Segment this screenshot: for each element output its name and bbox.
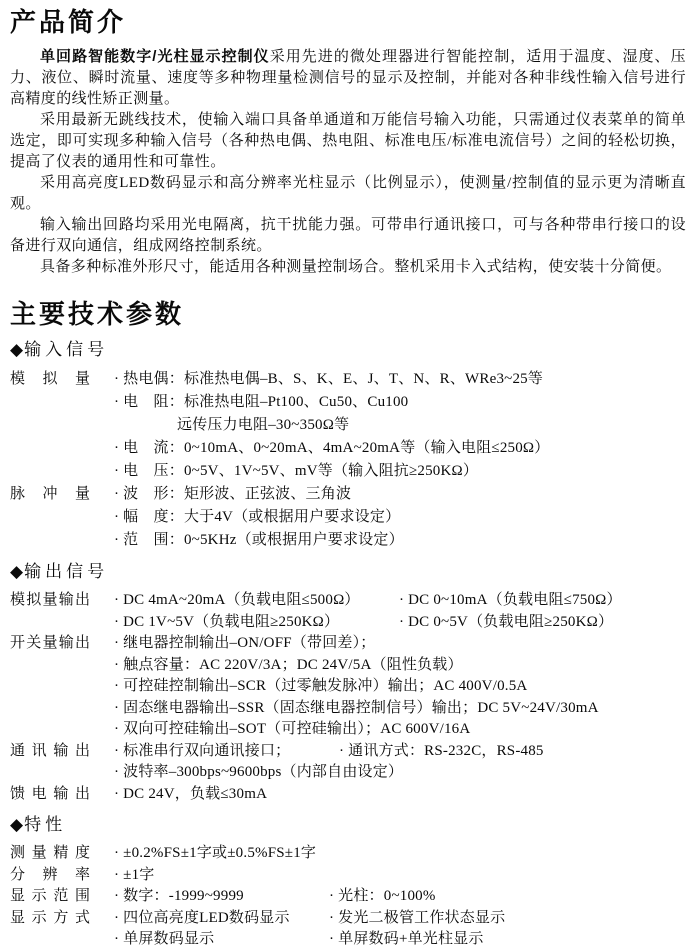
spec-row-rtd bbox=[10, 391, 686, 414]
spec-cell: · 波 形：矩形波、正弦波、三角波 bbox=[114, 486, 352, 502]
spec-cell: · 电 阻：标准热电阻–Pt100、Cu50、Cu100 bbox=[114, 394, 409, 410]
spec-cell: · 光柱：0~100% bbox=[329, 888, 436, 904]
spec-row-sot-out bbox=[10, 719, 686, 741]
spec-cell: · 可控硅控制输出–SCR（过零触发脉冲）输出；AC 400V/0.5A bbox=[114, 678, 528, 694]
spec-row-accuracy bbox=[10, 843, 686, 865]
spec-label-analog-output: 模拟量输出 bbox=[10, 592, 90, 608]
spec-row-contact-capacity bbox=[10, 655, 686, 677]
spec-cell: · 幅 度：大于4V（或根据用户要求设定） bbox=[114, 509, 401, 525]
diamond-icon: ◆ bbox=[10, 340, 24, 359]
spec-row-range bbox=[10, 529, 686, 552]
product-name-bold: 单回路智能数字/光柱显示控制仪 bbox=[40, 48, 270, 65]
spec-row-analog-out-2 bbox=[10, 612, 686, 634]
spec-cell: · 单屏数码+单光柱显示 bbox=[329, 931, 484, 947]
paragraph-overview-text: 采用先进的微处理器进行智能控制，适用于温度、湿度、压力、液位、瞬时流量、速度等多种物理量检测信号的显示及控制，并能对各种非线性输入信号进行高精度的线性矫正测量。 bbox=[10, 49, 686, 107]
group-characteristics-heading bbox=[10, 814, 686, 836]
spec-row-analog-out-1 bbox=[10, 590, 686, 612]
spec-row-resolution bbox=[10, 865, 686, 887]
spec-cell: · 范 围：0~5KHz（或根据用户要求设定） bbox=[114, 532, 404, 548]
intro-section bbox=[10, 46, 686, 278]
spec-cell: · 继电器控制输出–ON/OFF（带回差）； bbox=[114, 635, 376, 651]
spec-row-remote-resistance bbox=[10, 414, 686, 437]
spec-cell: · DC 0~10mA（负载电阻≤750Ω） bbox=[399, 592, 622, 608]
spec-cell: · DC 24V，负载≤30mA bbox=[114, 785, 268, 802]
spec-label-display-mode: 显示方式 bbox=[10, 909, 90, 926]
spec-cell: 远传压力电阻–30~350Ω等 bbox=[177, 417, 350, 433]
paragraph-overview bbox=[10, 46, 686, 110]
paragraph-form-factor: 具备多种标准外形尺寸，能适用各种测量控制场合。整机采用卡入式结构，使安装十分简便。 bbox=[40, 259, 672, 275]
spec-row-comm-interface bbox=[10, 741, 686, 763]
spec-label-pulse: 脉冲量 bbox=[10, 486, 90, 502]
spec-cell: · 双向可控硅输出–SOT（可控硅输出）；AC 600V/16A bbox=[114, 721, 471, 737]
spec-row-amplitude bbox=[10, 506, 686, 529]
group-heading-label: 输入信号 bbox=[24, 340, 109, 359]
spec-cell: · 电 流：0~10mA、0~20mA、4mA~20mA等（输入电阻≤250Ω） bbox=[114, 440, 550, 456]
spec-label-feed-output: 馈电输出 bbox=[10, 785, 90, 802]
group-heading-label: 输出信号 bbox=[24, 562, 109, 581]
spec-cell: · ±0.2%FS±1字或±0.5%FS±1字 bbox=[114, 845, 317, 861]
spec-row-display-mode-2 bbox=[10, 929, 686, 951]
spec-cell: · 触点容量：AC 220V/3A；DC 24V/5A（阻性负载） bbox=[114, 656, 463, 673]
group-output-signal bbox=[10, 561, 686, 805]
spec-label-accuracy: 测量精度 bbox=[10, 845, 90, 861]
group-characteristics bbox=[10, 814, 686, 951]
spec-row-voltage bbox=[10, 460, 686, 483]
paragraph-isolation: 输入输出回路均采用光电隔离，抗干扰能力强。可带串行通讯接口，可与各种带串行接口的设备进行双向通信，组成网络控制系统。 bbox=[10, 217, 686, 254]
spec-cell: · 波特率–300bps~9600bps（内部自由设定） bbox=[114, 764, 404, 780]
spec-cell: · DC 4mA~20mA（负载电阻≤500Ω） bbox=[114, 592, 360, 608]
diamond-icon: ◆ bbox=[10, 562, 24, 581]
group-output-heading bbox=[10, 561, 686, 583]
spec-label-analog: 模拟量 bbox=[10, 371, 90, 387]
diamond-icon: ◆ bbox=[10, 815, 24, 834]
spec-row-ssr-out bbox=[10, 698, 686, 720]
spec-cell: · 固态继电器输出–SSR（固态继电器控制信号）输出；DC 5V~24V/30mA bbox=[114, 699, 599, 716]
group-heading-label: 特性 bbox=[24, 815, 67, 834]
spec-row-current bbox=[10, 437, 686, 460]
spec-label-display-range: 显示范围 bbox=[10, 888, 90, 904]
spec-row-display-range bbox=[10, 886, 686, 908]
spec-cell: · DC 1V~5V（负载电阻≥250KΩ） bbox=[114, 613, 340, 630]
spec-row-thermocouple bbox=[10, 368, 686, 391]
paragraph-led-display: 采用高亮度LED数码显示和高分辨率光柱显示（比例显示），使测量/控制值的显示更为清晰直观。 bbox=[10, 175, 686, 212]
spec-cell: · 标准串行双向通讯接口； bbox=[114, 742, 291, 759]
spec-row-baud-rate bbox=[10, 762, 686, 784]
group-input-signal bbox=[10, 339, 686, 552]
intro-title: 产品简介 bbox=[10, 7, 127, 37]
group-input-heading bbox=[10, 339, 686, 361]
spec-cell: · ±1字 bbox=[114, 866, 155, 883]
spec-label-comm-output: 通讯输出 bbox=[10, 742, 90, 759]
params-title: 主要技术参数 bbox=[10, 299, 185, 329]
spec-row-relay-out bbox=[10, 633, 686, 655]
spec-cell: · 电 压：0~5V、1V~5V、mV等（输入阻抗≥250KΩ） bbox=[114, 463, 479, 479]
spec-cell: · 四位高亮度LED数码显示 bbox=[114, 909, 290, 926]
spec-label-switch-output: 开关量输出 bbox=[10, 635, 90, 651]
spec-cell: · 热电偶：标准热电偶–B、S、K、E、J、T、N、R、WRe3~25等 bbox=[114, 371, 544, 387]
spec-row-scr-out bbox=[10, 676, 686, 698]
spec-cell: · 通讯方式：RS-232C，RS-485 bbox=[339, 742, 544, 759]
spec-cell: · 单屏数码显示 bbox=[114, 931, 215, 947]
spec-row-display-mode-1 bbox=[10, 908, 686, 930]
paragraph-jumperless: 采用最新无跳线技术，使输入端口具备单通道和万能信号输入功能，只需通过仪表菜单的简单选定，即可实现多种输入信号（各种热电偶、热电阻、标准电压/标准电流信号）之间的轻松切换，提高了仪表的通用性和可靠性。 bbox=[10, 112, 686, 170]
spec-label-resolution: 分辨率 bbox=[10, 866, 90, 883]
spec-row-waveform bbox=[10, 483, 686, 506]
spec-row-feed-output bbox=[10, 784, 686, 806]
spec-cell: · 发光二极管工作状态显示 bbox=[329, 909, 506, 926]
spec-cell: · 数字：-1999~9999 bbox=[114, 888, 244, 904]
spec-cell: · DC 0~5V（负载电阻≥250KΩ） bbox=[399, 613, 614, 630]
